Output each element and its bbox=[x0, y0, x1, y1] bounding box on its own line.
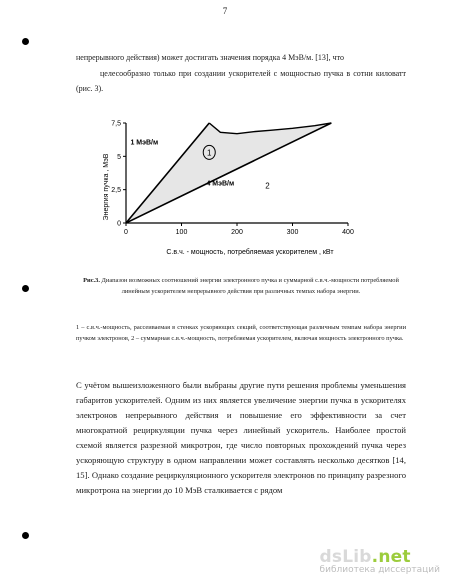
watermark bbox=[320, 547, 440, 575]
watermark-logo-main: dsLib bbox=[319, 547, 372, 567]
x-tick-label: 200 bbox=[231, 229, 243, 236]
series-label-1: 1 МэВ/м bbox=[130, 139, 159, 147]
y-axis-label-group bbox=[103, 153, 110, 220]
x-tick-label: 300 bbox=[286, 229, 299, 236]
x-tick-label: 0 bbox=[124, 229, 128, 236]
region-label-2: 2 bbox=[265, 181, 270, 191]
figure-caption-text: Диапазон возможных соотношений энергии электронного пучка и суммарной с.в.ч.-мощности потребляемой линейным ускорителем непрерывного действия при различных темпах набора энергии. bbox=[99, 277, 399, 295]
bullet-middle bbox=[22, 285, 29, 292]
chart bbox=[98, 113, 356, 261]
watermark-subtitle: библиотека диссертаций bbox=[319, 565, 440, 575]
y-tick-label: 5 bbox=[117, 153, 121, 161]
y-tick-label: 7,5 bbox=[111, 120, 121, 128]
watermark-logo bbox=[320, 547, 440, 567]
y-axis-label: Энергия пучка , МэВ bbox=[103, 153, 110, 221]
figure-caption bbox=[76, 276, 406, 297]
bullet-bottom bbox=[22, 532, 29, 539]
figure-note: 1 – с.в.ч.-мощность, рассеиваемая в стенках ускоряющих секций, соответствующая различным темпам набора энергии пучком электронов, 2 – суммарная с.в.ч.-мощность, потребляемая ускорителем, включая мощность электронного пучка. bbox=[76, 324, 406, 342]
paragraph-intro-cont: целесообразно только при создании ускорителей с мощностью пучка в сотни киловатт (рис. 3). bbox=[76, 69, 406, 93]
x-tick-label: 100 bbox=[175, 229, 188, 236]
plot-area bbox=[111, 121, 354, 237]
x-tick-label: 400 bbox=[342, 229, 354, 236]
series-label-2: 4 МэВ/м bbox=[206, 180, 235, 188]
figure-caption-label: Рис.3. bbox=[83, 277, 100, 284]
region-label-1: 1 bbox=[207, 148, 212, 158]
main-paragraph: С учётом вышеизложенного были выбраны другие пути решения проблемы уменьшения габаритов ускорителей. Одним из них является увеличение энергии пучка в ускорителях электронов непрерывного действия и повышение его эффективности за счет многократной рециркуляции пучка через линейный ускоритель. Наиболее простой схемой является разрезной микротрон, где число повторных прохождений пучка через ускоряющую структуру в одном направлении может составлять несколько десятков [14, 15]. Однако создание рециркуляционного ускорителя электронов по принципу разрезного микротрона на энергии до 10 МэВ сталкивается с рядом bbox=[76, 380, 406, 495]
paragraph-intro-line: непрерывного действия) может достигать значения порядка 4 МэВ/м. [13], что bbox=[76, 53, 344, 62]
figure bbox=[98, 113, 356, 261]
page-number: 7 bbox=[222, 6, 228, 16]
bullet-top bbox=[22, 38, 29, 45]
watermark-logo-ext: .net bbox=[371, 547, 411, 567]
x-axis-label: С.в.ч. - мощность, потребляемая ускорителем , кВт bbox=[166, 249, 334, 256]
y-tick-label: 0 bbox=[117, 220, 121, 228]
y-tick-label: 2,5 bbox=[111, 187, 121, 195]
